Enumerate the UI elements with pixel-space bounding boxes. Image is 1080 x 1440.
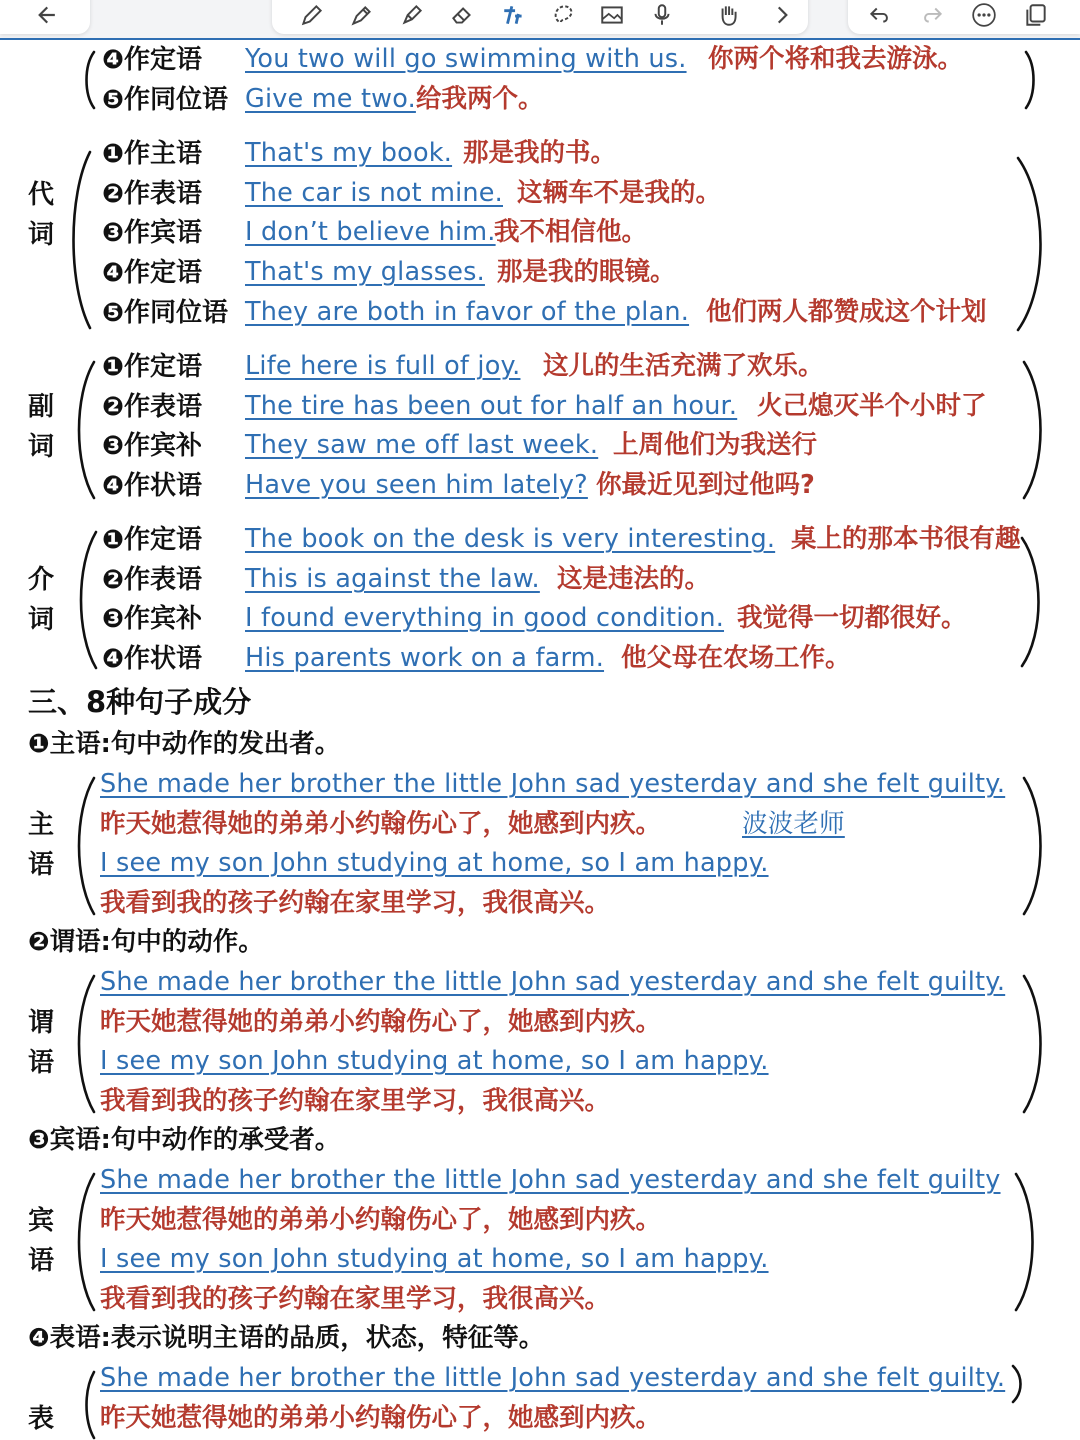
right-bracket: [1012, 1172, 1042, 1312]
group-side-label: 介: [28, 565, 55, 595]
example-english: I see my son John studying at home, so I am happy.: [100, 1244, 769, 1274]
left-bracket: [78, 50, 98, 110]
example-english: The book on the desk is very interesting.: [245, 524, 776, 554]
label-item: ❷作表语: [102, 392, 203, 422]
example-chinese: 给我两个。: [416, 84, 544, 114]
example-english: I see my son John studying at home, so I am happy.: [100, 848, 769, 878]
example-english: They saw me off last week.: [245, 430, 599, 460]
group-side-label: 词: [28, 432, 55, 462]
right-bracket: [1022, 50, 1042, 110]
left-bracket: [64, 150, 94, 330]
highlighter-icon[interactable]: [342, 0, 382, 30]
label-item: ❸作宾补: [102, 431, 203, 461]
more-options-icon[interactable]: [964, 0, 1004, 30]
part-heading: ❶主语:句中动作的发出者。: [28, 729, 341, 759]
group-side-label: 谓: [28, 1008, 55, 1038]
example-chinese: 他们两人都赞成这个计划: [706, 297, 987, 327]
right-bracket: [1014, 156, 1050, 332]
microphone-icon[interactable]: [642, 0, 682, 30]
example-chinese: 我不相信他。: [494, 217, 648, 247]
label-item: ❷作表语: [102, 179, 203, 209]
example-english: Have you seen him lately?: [245, 470, 588, 500]
right-bracket: [1020, 360, 1050, 500]
right-bracket: [1020, 776, 1050, 916]
toolbar: [0, 0, 1080, 40]
example-chinese: 那是我的眼镜。: [497, 257, 676, 287]
group-side-label: 词: [28, 605, 55, 635]
example-chinese: 这辆车不是我的。: [517, 178, 722, 208]
pen-icon[interactable]: [292, 0, 332, 30]
example-chinese: 上周他们为我送行: [613, 430, 818, 460]
example-english: The tire has been out for half an hour.: [245, 391, 738, 421]
example-english: They are both in favor of the plan.: [245, 297, 690, 327]
example-english: This is against the law.: [245, 564, 540, 594]
label-item: ❶作主语: [102, 139, 203, 169]
label-item: ❸作宾语: [102, 218, 203, 248]
example-chinese: 我看到我的孩子约翰在家里学习，我很高兴。: [100, 888, 611, 918]
left-bracket: [68, 360, 98, 500]
left-bracket: [68, 776, 98, 916]
example-english: You two will go swimming with us.: [245, 44, 687, 74]
part-heading: ❹表语:表示说明主语的品质，状态，特征等。: [28, 1323, 545, 1353]
example-chinese: 他父母在农场工作。: [621, 643, 851, 673]
more-chevron-icon[interactable]: [764, 0, 800, 30]
example-chinese: 昨天她惹得她的弟弟小约翰伤心了，她感到内疚。: [100, 1007, 662, 1037]
example-chinese: 火己熄灭半个小时了: [757, 391, 987, 421]
watermark-text: 波波老师: [742, 809, 845, 839]
label-item: ❹作定语: [102, 258, 203, 288]
example-english: That's my glasses.: [245, 257, 485, 287]
group-side-label: 词: [28, 220, 55, 250]
group-side-label: 宾: [28, 1206, 55, 1236]
back-arrow-icon[interactable]: [24, 0, 64, 30]
example-english: That's my book.: [245, 138, 453, 168]
right-bracket: [1020, 974, 1050, 1114]
hand-icon[interactable]: [708, 0, 748, 30]
example-chinese: 这是违法的。: [557, 564, 711, 594]
example-chinese: 昨天她惹得她的弟弟小约翰伤心了，她感到内疚。: [100, 1403, 662, 1433]
example-english: His parents work on a farm.: [245, 643, 605, 673]
lasso-icon[interactable]: [544, 0, 584, 30]
example-chinese: 昨天她惹得她的弟弟小约翰伤心了，她感到内疚。: [100, 1205, 662, 1235]
example-english: She made her brother the little John sad yesterday and she felt guilty.: [100, 769, 1006, 799]
left-bracket: [68, 974, 98, 1114]
example-english: I found everything in good condition.: [245, 603, 725, 633]
group-side-label: 语: [28, 850, 55, 880]
label-item: ❶作定语: [102, 525, 203, 555]
example-chinese: 桌上的那本书很有趣: [791, 524, 1021, 554]
label-item: ❸作宾补: [102, 604, 203, 634]
example-english: I see my son John studying at home, so I am happy.: [100, 1046, 769, 1076]
left-bracket: [78, 1370, 98, 1440]
example-chinese: 我看到我的孩子约翰在家里学习，我很高兴。: [100, 1086, 611, 1116]
part-heading: ❸宾语:句中动作的承受者。: [28, 1125, 341, 1155]
example-chinese: 这儿的生活充满了欢乐。: [543, 351, 824, 381]
example-english: She made her brother the little John sad yesterday and she felt guilty.: [100, 1363, 1006, 1393]
label-item: ❷作表语: [102, 565, 203, 595]
group-side-label: 代: [28, 180, 55, 210]
undo-icon[interactable]: [860, 0, 900, 30]
example-chinese: 你最近见到过他吗?: [596, 470, 815, 500]
example-chinese: 你两个将和我去游泳。: [708, 44, 964, 74]
example-english: Give me two.: [245, 84, 416, 114]
example-chinese: 那是我的书。: [463, 138, 617, 168]
left-bracket: [68, 1172, 98, 1312]
right-bracket: [1018, 536, 1048, 668]
label-item: ❹作状语: [102, 471, 203, 501]
example-chinese: 我看到我的孩子约翰在家里学习，我很高兴。: [100, 1284, 611, 1314]
part-heading: ❷谓语:句中的动作。: [28, 927, 264, 957]
example-english: She made her brother the little John sad yesterday and she felt guilty.: [100, 967, 1006, 997]
label-item: ❶作定语: [102, 352, 203, 382]
eraser-icon[interactable]: [442, 0, 482, 30]
section-title: 三、8种句子成分: [28, 685, 252, 719]
group-side-label: 副: [28, 392, 55, 422]
marker-icon[interactable]: [392, 0, 432, 30]
label-item: ❹作定语: [102, 45, 203, 75]
image-icon[interactable]: [592, 0, 632, 30]
group-side-label: 语: [28, 1246, 55, 1276]
example-english: I don’t believe him.: [245, 217, 496, 247]
label-item: ❺作同位语: [102, 85, 229, 115]
group-side-label: 语: [28, 1048, 55, 1078]
example-chinese: 我觉得一切都很好。: [737, 603, 967, 633]
example-chinese: 昨天她惹得她的弟弟小约翰伤心了，她感到内疚。: [100, 809, 662, 839]
right-bracket: [1010, 1364, 1026, 1404]
example-english: Life here is full of joy.: [245, 351, 521, 381]
example-english: The car is not mine.: [245, 178, 503, 208]
left-bracket: [70, 530, 100, 670]
label-item: ❹作状语: [102, 644, 203, 674]
group-side-label: 表: [28, 1404, 55, 1434]
group-side-label: 主: [28, 810, 55, 840]
redo-icon[interactable]: [912, 0, 952, 30]
example-english: She made her brother the little John sad yesterday and she felt guilty: [100, 1165, 1001, 1195]
label-item: ❺作同位语: [102, 298, 229, 328]
text-tool-icon[interactable]: [494, 0, 534, 30]
pages-icon[interactable]: [1016, 0, 1056, 30]
